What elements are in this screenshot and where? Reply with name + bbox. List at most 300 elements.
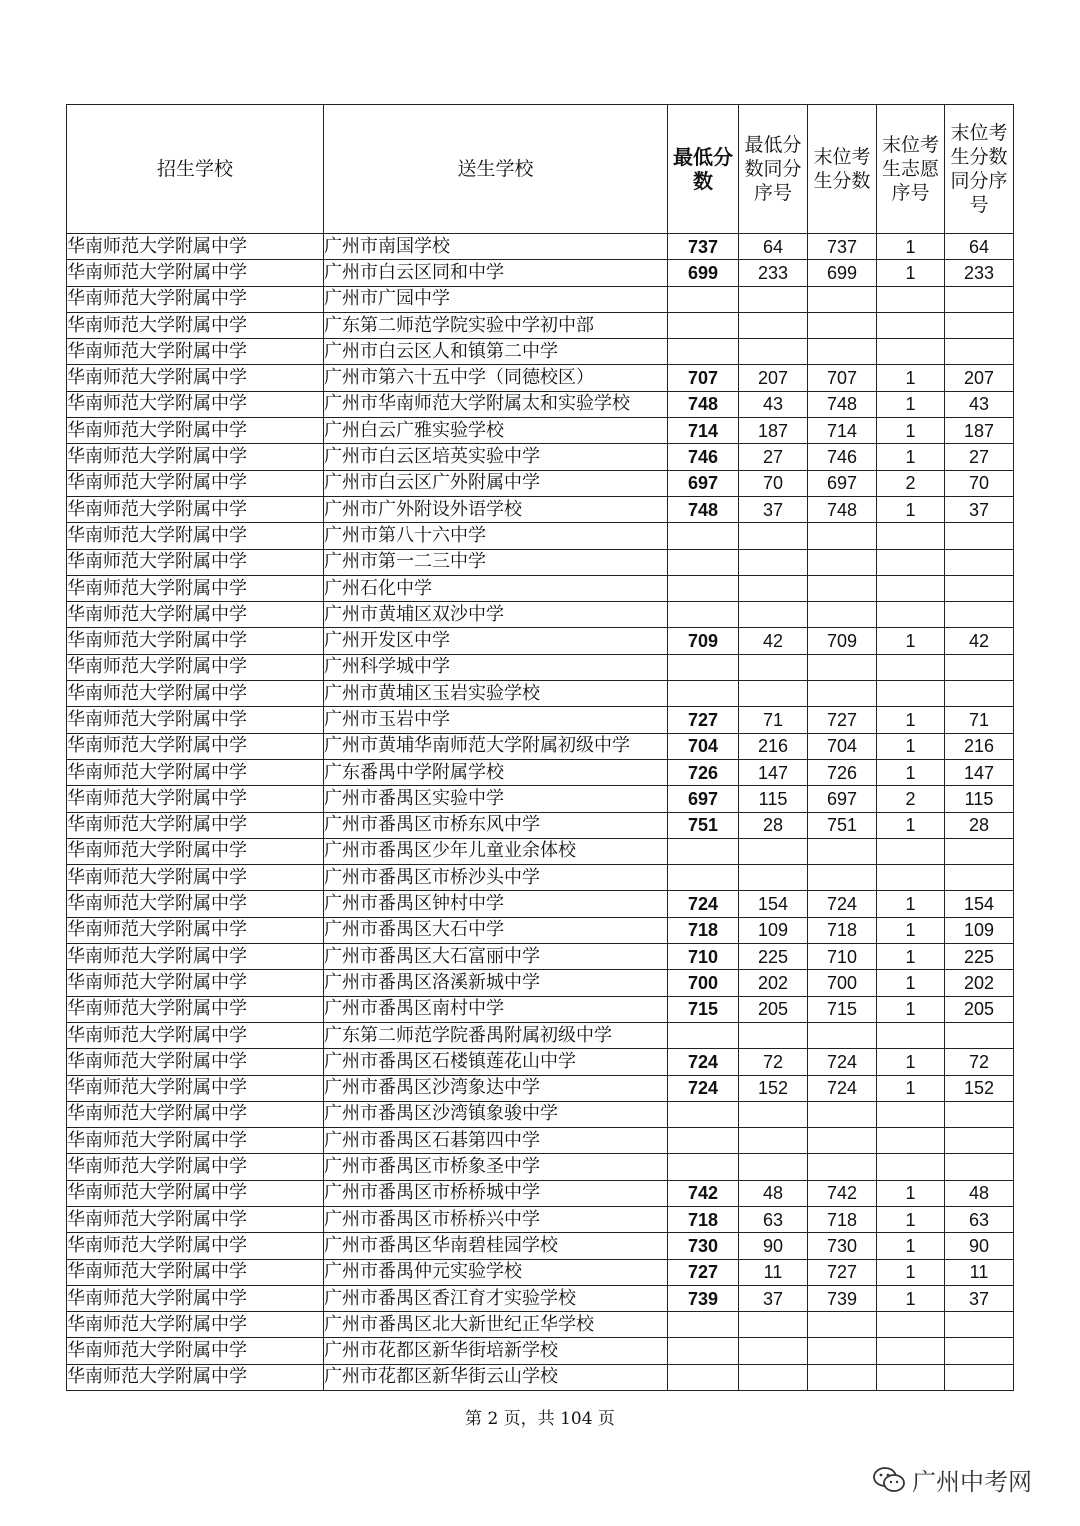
cell-min-tie-rank: 205: [739, 996, 808, 1022]
cell-sender-school: 广州市番禺区大石富丽中学: [324, 944, 668, 970]
cell-min-tie-rank: 202: [739, 970, 808, 996]
cell-min-score: [668, 654, 739, 680]
cell-last-tie-rank: 225: [945, 944, 1014, 970]
cell-min-tie-rank: [739, 1364, 808, 1390]
header-admit-school: 招生学校: [67, 105, 324, 234]
cell-last-score: [808, 1101, 877, 1127]
cell-min-score: [668, 838, 739, 864]
cell-last-tie-rank: [945, 339, 1014, 365]
cell-min-tie-rank: [739, 838, 808, 864]
cell-last-score: 724: [808, 891, 877, 917]
cell-sender-school: 广州开发区中学: [324, 628, 668, 654]
cell-last-tie-rank: 48: [945, 1180, 1014, 1206]
cell-sender-school: 广州市花都区新华街培新学校: [324, 1338, 668, 1364]
cell-last-score: [808, 654, 877, 680]
cell-min-tie-rank: 109: [739, 917, 808, 943]
cell-min-tie-rank: [739, 681, 808, 707]
cell-last-pref-rank: [877, 312, 945, 338]
cell-min-score: 714: [668, 418, 739, 444]
cell-sender-school: 广州市番禺区市桥桥城中学: [324, 1180, 668, 1206]
cell-admit-school: 华南师范大学附属中学: [67, 733, 324, 759]
cell-last-score: 726: [808, 759, 877, 785]
cell-last-pref-rank: 1: [877, 917, 945, 943]
cell-admit-school: 华南师范大学附属中学: [67, 1075, 324, 1101]
cell-last-tie-rank: [945, 1338, 1014, 1364]
cell-min-tie-rank: 90: [739, 1233, 808, 1259]
table-row: [67, 1049, 1014, 1075]
cell-last-pref-rank: [877, 602, 945, 628]
cell-last-tie-rank: 187: [945, 418, 1014, 444]
cell-sender-school: 广州市番禺区沙湾镇象骏中学: [324, 1101, 668, 1127]
cell-last-score: 718: [808, 1206, 877, 1232]
cell-min-tie-rank: 187: [739, 418, 808, 444]
cell-admit-school: 华南师范大学附属中学: [67, 234, 324, 260]
table-row: [67, 1075, 1014, 1101]
cell-last-tie-rank: 109: [945, 917, 1014, 943]
table-row: [67, 549, 1014, 575]
cell-min-score: [668, 602, 739, 628]
cell-min-score: 739: [668, 1285, 739, 1311]
cell-sender-school: 广州市华南师范大学附属太和实验学校: [324, 391, 668, 417]
cell-last-tie-rank: [945, 1022, 1014, 1048]
cell-last-tie-rank: [945, 1312, 1014, 1338]
cell-min-tie-rank: [739, 312, 808, 338]
table-row: [67, 523, 1014, 549]
cell-min-tie-rank: [739, 1154, 808, 1180]
cell-last-score: [808, 1338, 877, 1364]
cell-last-score: 748: [808, 391, 877, 417]
cell-last-score: [808, 549, 877, 575]
cell-min-tie-rank: 72: [739, 1049, 808, 1075]
cell-sender-school: 广州市番禺区香江育才实验学校: [324, 1285, 668, 1311]
cell-sender-school: 广州市番禺区市桥东风中学: [324, 812, 668, 838]
table-row: [67, 391, 1014, 417]
cell-last-pref-rank: 1: [877, 812, 945, 838]
cell-last-tie-rank: 216: [945, 733, 1014, 759]
cell-last-score: 724: [808, 1075, 877, 1101]
cell-admit-school: 华南师范大学附属中学: [67, 786, 324, 812]
cell-last-tie-rank: 90: [945, 1233, 1014, 1259]
cell-min-score: 730: [668, 1233, 739, 1259]
cell-last-pref-rank: 1: [877, 707, 945, 733]
cell-last-tie-rank: [945, 654, 1014, 680]
cell-min-tie-rank: [739, 602, 808, 628]
cell-sender-school: 广东第二师范学院实验中学初中部: [324, 312, 668, 338]
cell-last-pref-rank: 1: [877, 1206, 945, 1232]
cell-last-pref-rank: [877, 838, 945, 864]
cell-last-score: [808, 312, 877, 338]
cell-last-pref-rank: 1: [877, 1259, 945, 1285]
cell-sender-school: 广州白云广雅实验学校: [324, 418, 668, 444]
cell-min-score: [668, 339, 739, 365]
cell-sender-school: 广州市白云区同和中学: [324, 260, 668, 286]
cell-last-pref-rank: 1: [877, 1285, 945, 1311]
cell-last-pref-rank: 1: [877, 891, 945, 917]
cell-sender-school: 广州市番禺区洛溪新城中学: [324, 970, 668, 996]
cell-last-tie-rank: [945, 1128, 1014, 1154]
cell-admit-school: 华南师范大学附属中学: [67, 470, 324, 496]
cell-sender-school: 广州市白云区人和镇第二中学: [324, 339, 668, 365]
cell-sender-school: 广州市番禺区北大新世纪正华学校: [324, 1312, 668, 1338]
cell-sender-school: 广州石化中学: [324, 575, 668, 601]
cell-min-score: [668, 681, 739, 707]
cell-last-score: 700: [808, 970, 877, 996]
cell-admit-school: 华南师范大学附属中学: [67, 549, 324, 575]
cell-admit-school: 华南师范大学附属中学: [67, 1312, 324, 1338]
cell-sender-school: 广州市白云区广外附属中学: [324, 470, 668, 496]
cell-sender-school: 广州市第一二三中学: [324, 549, 668, 575]
cell-admit-school: 华南师范大学附属中学: [67, 1101, 324, 1127]
cell-last-score: 739: [808, 1285, 877, 1311]
cell-min-score: [668, 1154, 739, 1180]
cell-last-tie-rank: 37: [945, 496, 1014, 522]
cell-last-score: 697: [808, 786, 877, 812]
cell-last-pref-rank: [877, 549, 945, 575]
cell-min-score: 727: [668, 1259, 739, 1285]
cell-admit-school: 华南师范大学附属中学: [67, 391, 324, 417]
cell-last-tie-rank: [945, 549, 1014, 575]
cell-min-score: [668, 1128, 739, 1154]
table-row: [67, 654, 1014, 680]
cell-last-tie-rank: 154: [945, 891, 1014, 917]
page-footer: 第 2 页，共 104 页: [465, 1409, 615, 1429]
cell-last-tie-rank: 115: [945, 786, 1014, 812]
cell-min-tie-rank: [739, 286, 808, 312]
cell-last-score: 730: [808, 1233, 877, 1259]
cell-admit-school: 华南师范大学附属中学: [67, 1049, 324, 1075]
cell-admit-school: 华南师范大学附属中学: [67, 681, 324, 707]
table-row: [67, 1206, 1014, 1232]
table-row: [67, 312, 1014, 338]
cell-sender-school: 广州市黄埔华南师范大学附属初级中学: [324, 733, 668, 759]
cell-sender-school: 广州市花都区新华街云山学校: [324, 1364, 668, 1390]
header-sender-school: 送生学校: [324, 105, 668, 234]
table-row: [67, 812, 1014, 838]
cell-last-pref-rank: [877, 1022, 945, 1048]
cell-last-score: [808, 865, 877, 891]
cell-sender-school: 广州市番禺区市桥沙头中学: [324, 865, 668, 891]
cell-last-pref-rank: 1: [877, 1049, 945, 1075]
cell-min-tie-rank: 27: [739, 444, 808, 470]
cell-admit-school: 华南师范大学附属中学: [67, 365, 324, 391]
cell-min-score: 727: [668, 707, 739, 733]
cell-last-pref-rank: [877, 575, 945, 601]
cell-min-score: 724: [668, 891, 739, 917]
cell-min-tie-rank: 11: [739, 1259, 808, 1285]
cell-min-score: [668, 549, 739, 575]
cell-last-pref-rank: [877, 339, 945, 365]
cell-min-score: 718: [668, 917, 739, 943]
cell-last-score: [808, 575, 877, 601]
cell-last-tie-rank: [945, 838, 1014, 864]
cell-min-score: 700: [668, 970, 739, 996]
cell-last-score: 742: [808, 1180, 877, 1206]
cell-admit-school: 华南师范大学附属中学: [67, 707, 324, 733]
cell-min-score: 718: [668, 1206, 739, 1232]
cell-last-tie-rank: [945, 312, 1014, 338]
cell-last-pref-rank: [877, 681, 945, 707]
cell-last-tie-rank: [945, 602, 1014, 628]
cell-last-score: 707: [808, 365, 877, 391]
cell-last-pref-rank: 1: [877, 970, 945, 996]
cell-admit-school: 华南师范大学附属中学: [67, 1154, 324, 1180]
cell-last-pref-rank: 1: [877, 496, 945, 522]
cell-admit-school: 华南师范大学附属中学: [67, 812, 324, 838]
table-row: [67, 865, 1014, 891]
cell-last-score: [808, 602, 877, 628]
cell-min-score: 726: [668, 759, 739, 785]
cell-last-score: [808, 1128, 877, 1154]
cell-min-tie-rank: [739, 575, 808, 601]
cell-last-score: [808, 339, 877, 365]
table-row: [67, 286, 1014, 312]
cell-last-pref-rank: 2: [877, 470, 945, 496]
cell-last-pref-rank: 1: [877, 733, 945, 759]
cell-sender-school: 广州市玉岩中学: [324, 707, 668, 733]
cell-min-score: [668, 1101, 739, 1127]
table-row: [67, 1154, 1014, 1180]
cell-min-score: 715: [668, 996, 739, 1022]
cell-last-score: 710: [808, 944, 877, 970]
cell-last-tie-rank: 205: [945, 996, 1014, 1022]
cell-sender-school: 广州市番禺区沙湾象达中学: [324, 1075, 668, 1101]
cell-sender-school: 广州市番禺区市桥象圣中学: [324, 1154, 668, 1180]
cell-last-score: [808, 838, 877, 864]
cell-min-score: [668, 575, 739, 601]
cell-admit-school: 华南师范大学附属中学: [67, 654, 324, 680]
cell-sender-school: 广州市广园中学: [324, 286, 668, 312]
cell-last-tie-rank: [945, 1101, 1014, 1127]
cell-min-score: 710: [668, 944, 739, 970]
cell-sender-school: 广州科学城中学: [324, 654, 668, 680]
cell-min-tie-rank: 152: [739, 1075, 808, 1101]
cell-admit-school: 华南师范大学附属中学: [67, 759, 324, 785]
table-row: [67, 260, 1014, 286]
cell-sender-school: 广州市番禺区少年儿童业余体校: [324, 838, 668, 864]
table-row: [67, 444, 1014, 470]
cell-last-pref-rank: [877, 1154, 945, 1180]
header-row: [67, 105, 1014, 234]
cell-last-tie-rank: [945, 1154, 1014, 1180]
cell-last-score: 737: [808, 234, 877, 260]
cell-min-score: [668, 312, 739, 338]
cell-last-tie-rank: 207: [945, 365, 1014, 391]
cell-admit-school: 华南师范大学附属中学: [67, 970, 324, 996]
cell-min-score: [668, 286, 739, 312]
cell-last-tie-rank: 233: [945, 260, 1014, 286]
cell-sender-school: 广州市黄埔区玉岩实验学校: [324, 681, 668, 707]
table-row: [67, 1312, 1014, 1338]
cell-admit-school: 华南师范大学附属中学: [67, 418, 324, 444]
cell-min-tie-rank: [739, 865, 808, 891]
cell-last-tie-rank: [945, 575, 1014, 601]
cell-admit-school: 华南师范大学附属中学: [67, 1259, 324, 1285]
cell-last-pref-rank: [877, 1128, 945, 1154]
table-row: [67, 470, 1014, 496]
table-row: [67, 838, 1014, 864]
cell-last-pref-rank: [877, 1338, 945, 1364]
cell-last-tie-rank: 43: [945, 391, 1014, 417]
cell-sender-school: 广州市番禺区华南碧桂园学校: [324, 1233, 668, 1259]
cell-admit-school: 华南师范大学附属中学: [67, 1022, 324, 1048]
cell-sender-school: 广州市番禺仲元实验学校: [324, 1259, 668, 1285]
cell-min-tie-rank: 42: [739, 628, 808, 654]
cell-min-tie-rank: [739, 1312, 808, 1338]
table-row: [67, 1338, 1014, 1364]
cell-last-pref-rank: 1: [877, 1075, 945, 1101]
cell-last-pref-rank: 1: [877, 234, 945, 260]
cell-last-pref-rank: 1: [877, 365, 945, 391]
cell-last-tie-rank: 71: [945, 707, 1014, 733]
table-row: [67, 996, 1014, 1022]
table-row: [67, 1285, 1014, 1311]
cell-min-tie-rank: 48: [739, 1180, 808, 1206]
cell-admit-school: 华南师范大学附属中学: [67, 838, 324, 864]
cell-min-tie-rank: 71: [739, 707, 808, 733]
cell-min-score: 748: [668, 391, 739, 417]
cell-last-score: 724: [808, 1049, 877, 1075]
cell-last-score: [808, 286, 877, 312]
cell-min-tie-rank: [739, 523, 808, 549]
table-body: [67, 234, 1014, 1391]
cell-min-tie-rank: [739, 549, 808, 575]
cell-last-tie-rank: 152: [945, 1075, 1014, 1101]
cell-last-tie-rank: [945, 1364, 1014, 1390]
cell-last-pref-rank: [877, 1312, 945, 1338]
table-row: [67, 944, 1014, 970]
table-row: [67, 759, 1014, 785]
table-row: [67, 1022, 1014, 1048]
cell-min-score: [668, 865, 739, 891]
cell-sender-school: 广州市番禺区大石中学: [324, 917, 668, 943]
wechat-icon: [872, 1466, 906, 1494]
cell-admit-school: 华南师范大学附属中学: [67, 628, 324, 654]
cell-last-score: 715: [808, 996, 877, 1022]
header-min-score: 最低分数: [668, 105, 739, 234]
cell-min-tie-rank: [739, 1022, 808, 1048]
cell-admit-school: 华南师范大学附属中学: [67, 1338, 324, 1364]
cell-min-tie-rank: 154: [739, 891, 808, 917]
cell-min-score: 746: [668, 444, 739, 470]
cell-admit-school: 华南师范大学附属中学: [67, 312, 324, 338]
cell-sender-school: 广州市番禺区实验中学: [324, 786, 668, 812]
cell-min-tie-rank: [739, 654, 808, 680]
cell-sender-school: 广州市番禺区市桥桥兴中学: [324, 1206, 668, 1232]
cell-sender-school: 广州市番禺区石楼镇莲花山中学: [324, 1049, 668, 1075]
cell-last-pref-rank: [877, 1364, 945, 1390]
cell-admit-school: 华南师范大学附属中学: [67, 917, 324, 943]
cell-sender-school: 广州市第八十六中学: [324, 523, 668, 549]
cell-last-pref-rank: [877, 654, 945, 680]
cell-last-score: 699: [808, 260, 877, 286]
cell-last-tie-rank: [945, 286, 1014, 312]
cell-admit-school: 华南师范大学附属中学: [67, 1364, 324, 1390]
cell-admit-school: 华南师范大学附属中学: [67, 1206, 324, 1232]
cell-last-score: 746: [808, 444, 877, 470]
cell-sender-school: 广州市南国学校: [324, 234, 668, 260]
table-row: [67, 1233, 1014, 1259]
table-row: [67, 365, 1014, 391]
cell-min-score: 751: [668, 812, 739, 838]
cell-sender-school: 广州市第六十五中学（同德校区）: [324, 365, 668, 391]
cell-last-pref-rank: 2: [877, 786, 945, 812]
header-last-score: 末位考生分数: [808, 105, 877, 234]
cell-min-tie-rank: 64: [739, 234, 808, 260]
cell-admit-school: 华南师范大学附属中学: [67, 496, 324, 522]
cell-min-tie-rank: [739, 1338, 808, 1364]
cell-last-score: [808, 1154, 877, 1180]
table-row: [67, 575, 1014, 601]
cell-last-tie-rank: 72: [945, 1049, 1014, 1075]
cell-min-score: [668, 1338, 739, 1364]
cell-last-pref-rank: 1: [877, 391, 945, 417]
cell-last-tie-rank: 37: [945, 1285, 1014, 1311]
cell-last-pref-rank: [877, 865, 945, 891]
table-row: [67, 602, 1014, 628]
cell-min-tie-rank: [739, 1101, 808, 1127]
cell-last-tie-rank: 11: [945, 1259, 1014, 1285]
table-row: [67, 1180, 1014, 1206]
cell-min-score: 737: [668, 234, 739, 260]
cell-admit-school: 华南师范大学附属中学: [67, 286, 324, 312]
cell-last-pref-rank: 1: [877, 418, 945, 444]
cell-admit-school: 华南师范大学附属中学: [67, 575, 324, 601]
table-row: [67, 234, 1014, 260]
cell-last-score: 727: [808, 707, 877, 733]
cell-min-tie-rank: [739, 339, 808, 365]
cell-min-tie-rank: 147: [739, 759, 808, 785]
table-row: [67, 917, 1014, 943]
cell-min-score: 724: [668, 1049, 739, 1075]
cell-last-pref-rank: 1: [877, 1233, 945, 1259]
cell-last-score: 718: [808, 917, 877, 943]
cell-admit-school: 华南师范大学附属中学: [67, 523, 324, 549]
cell-sender-school: 广东番禺中学附属学校: [324, 759, 668, 785]
cell-last-pref-rank: 1: [877, 944, 945, 970]
cell-min-tie-rank: 70: [739, 470, 808, 496]
cell-last-score: [808, 1312, 877, 1338]
cell-admit-school: 华南师范大学附属中学: [67, 444, 324, 470]
cell-sender-school: 广州市番禺区石碁第四中学: [324, 1128, 668, 1154]
cell-last-score: [808, 1364, 877, 1390]
cell-last-tie-rank: [945, 523, 1014, 549]
cell-last-tie-rank: 28: [945, 812, 1014, 838]
cell-last-tie-rank: 42: [945, 628, 1014, 654]
cell-min-tie-rank: 225: [739, 944, 808, 970]
cell-min-score: 704: [668, 733, 739, 759]
cell-min-tie-rank: 233: [739, 260, 808, 286]
cell-last-pref-rank: [877, 1101, 945, 1127]
cell-last-tie-rank: 64: [945, 234, 1014, 260]
cell-last-score: [808, 681, 877, 707]
cell-min-score: 742: [668, 1180, 739, 1206]
table-row: [67, 1364, 1014, 1390]
cell-sender-school: 广州市黄埔区双沙中学: [324, 602, 668, 628]
cell-sender-school: 广州市广外附设外语学校: [324, 496, 668, 522]
cell-last-score: [808, 523, 877, 549]
cell-last-tie-rank: 202: [945, 970, 1014, 996]
cell-min-score: 697: [668, 786, 739, 812]
cell-last-tie-rank: [945, 865, 1014, 891]
cell-min-score: [668, 523, 739, 549]
table-row: [67, 1101, 1014, 1127]
cell-min-tie-rank: 63: [739, 1206, 808, 1232]
cell-admit-school: 华南师范大学附属中学: [67, 865, 324, 891]
table-row: [67, 970, 1014, 996]
table-row: [67, 786, 1014, 812]
score-table: [66, 104, 1014, 1391]
table-row: [67, 1128, 1014, 1154]
